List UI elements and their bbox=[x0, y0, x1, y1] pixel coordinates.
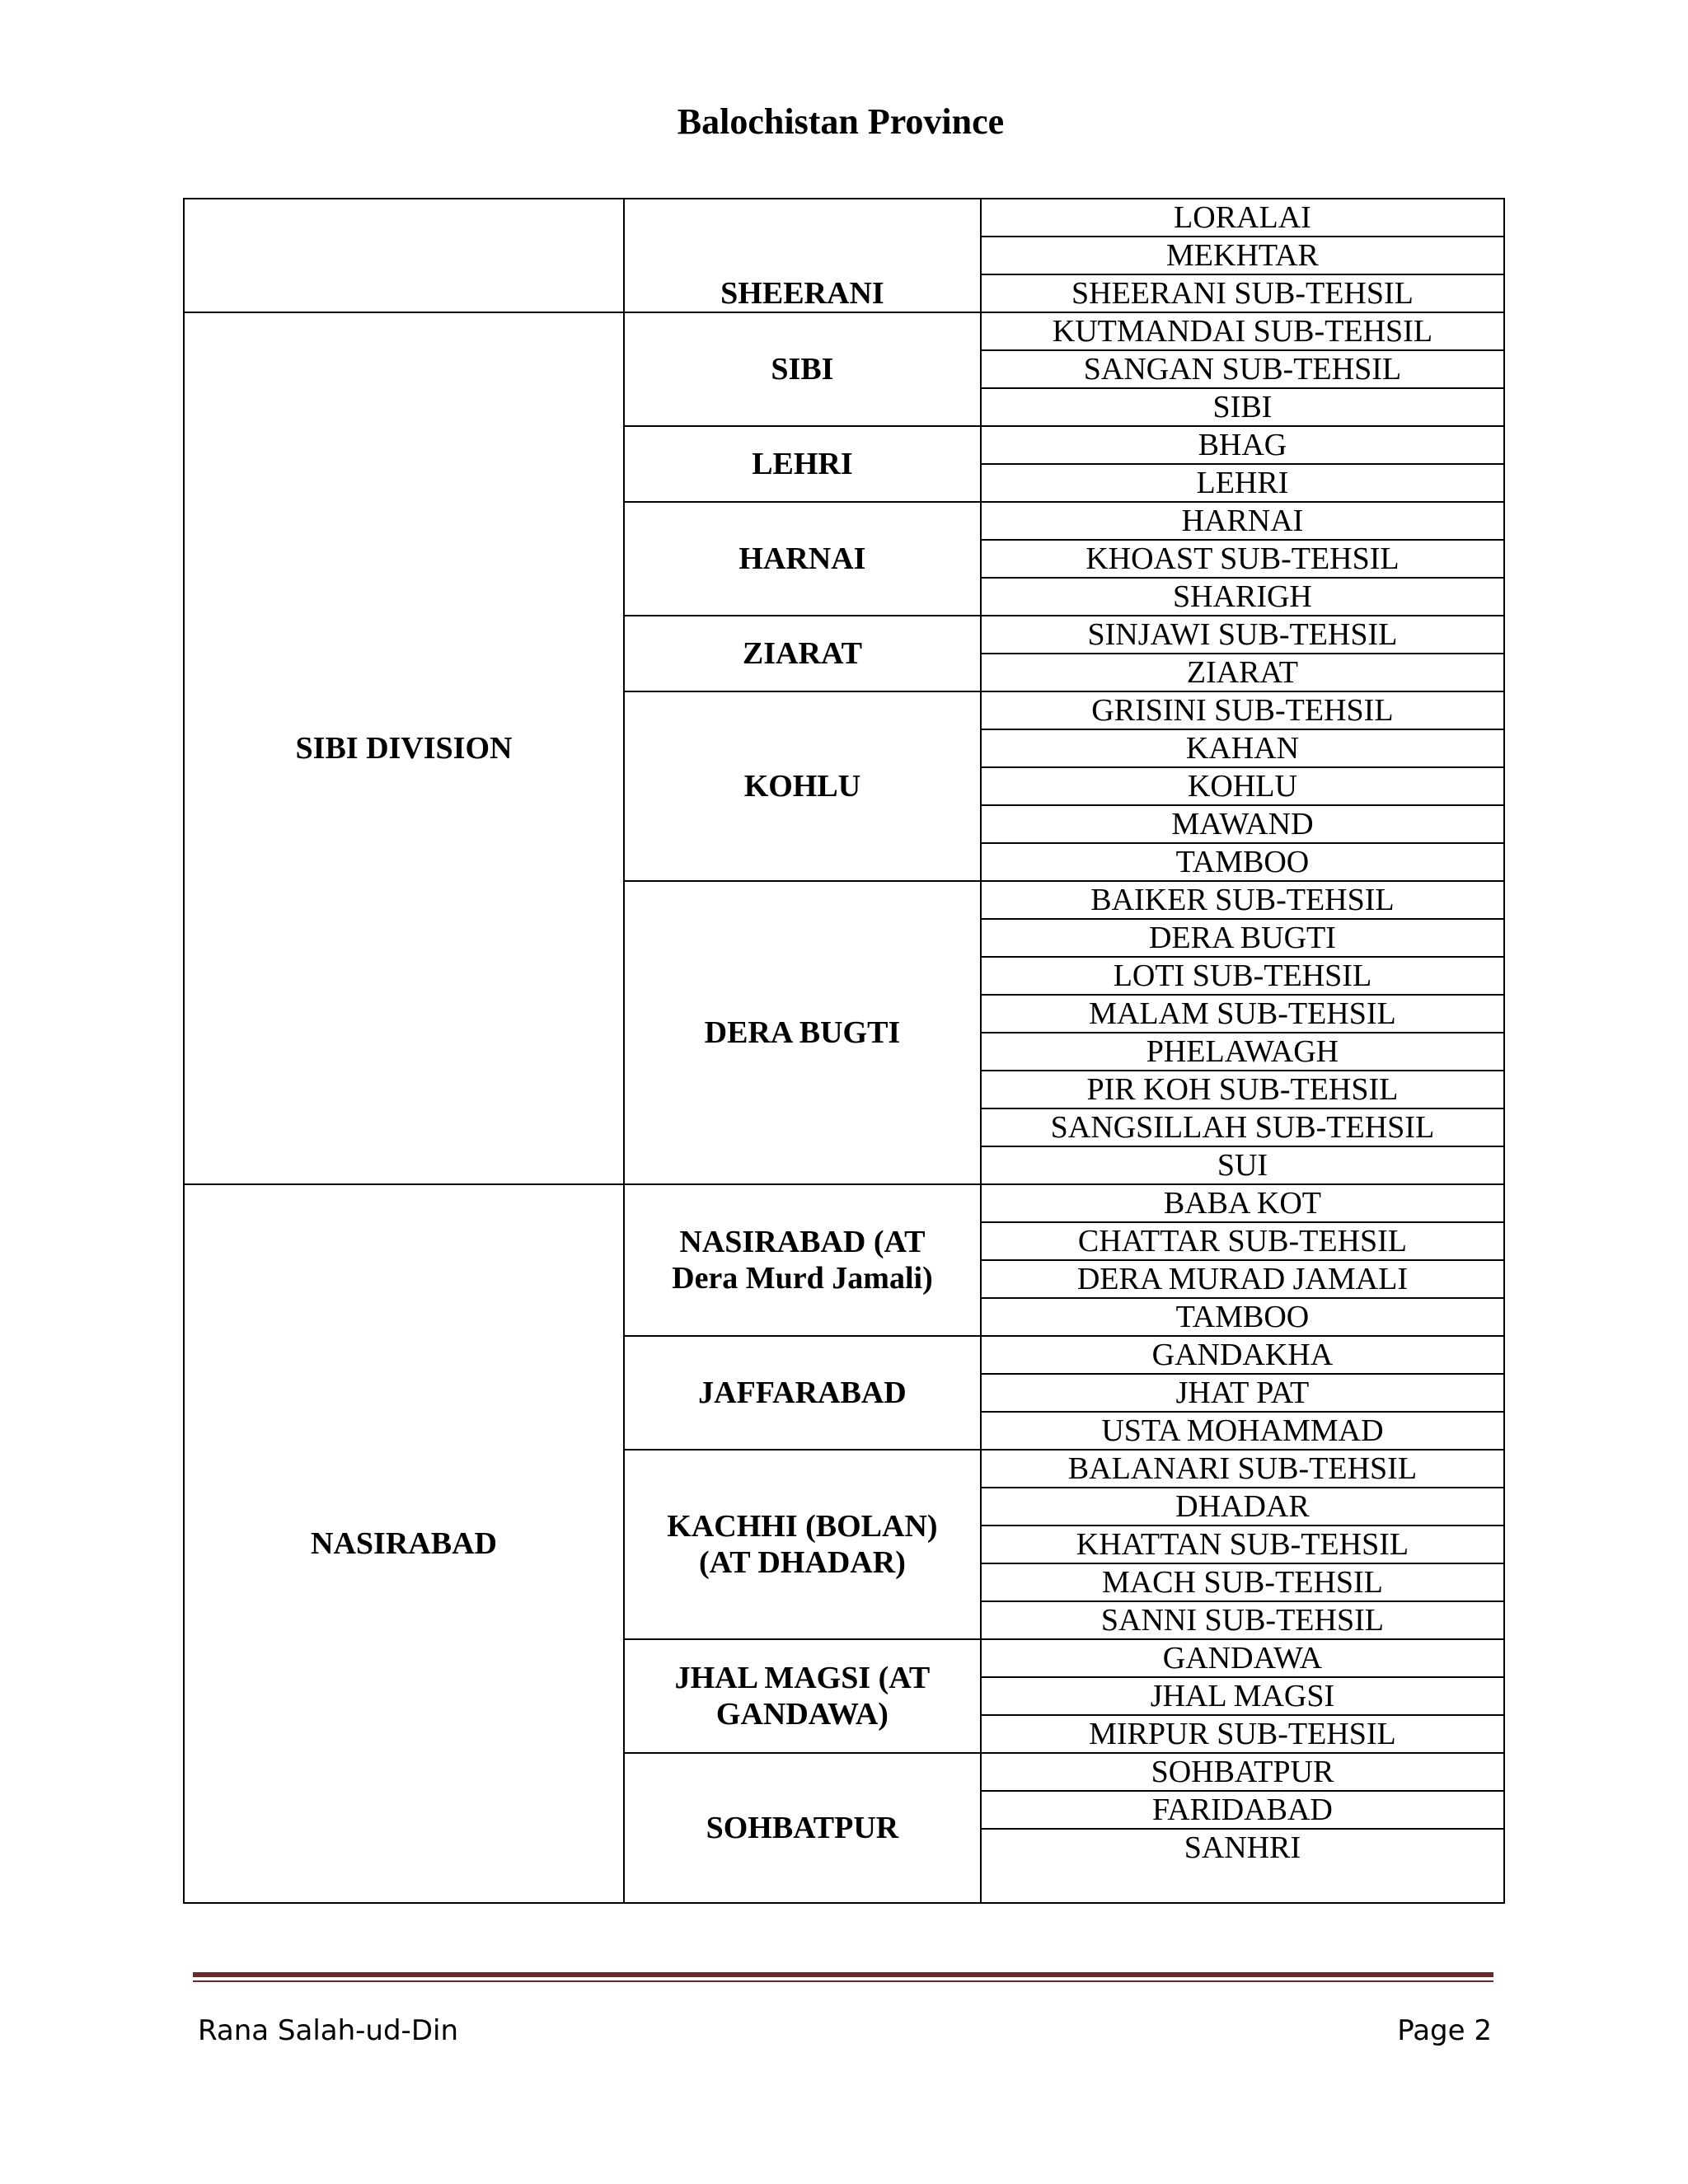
tehsil-cell: JHAL MAGSI bbox=[981, 1677, 1504, 1715]
division-cell: SIBI DIVISION bbox=[184, 312, 624, 1184]
tehsil-cell: KUTMANDAI SUB-TEHSIL bbox=[981, 312, 1504, 350]
tehsil-cell: GANDAKHA bbox=[981, 1336, 1504, 1374]
district-cell: JAFFARABAD bbox=[624, 1336, 981, 1450]
tehsil-cell: TAMBOO bbox=[981, 1298, 1504, 1336]
tehsil-cell: BABA KOT bbox=[981, 1184, 1504, 1222]
district-cell: SOHBATPUR bbox=[624, 1753, 981, 1903]
footer-rule-thick bbox=[193, 1972, 1493, 1977]
district-cell: KACHHI (BOLAN) (AT DHADAR) bbox=[624, 1450, 981, 1639]
tehsil-cell: SANGAN SUB-TEHSIL bbox=[981, 350, 1504, 388]
tehsil-cell: BHAG bbox=[981, 426, 1504, 464]
tehsil-cell: BAIKER SUB-TEHSIL bbox=[981, 881, 1504, 919]
footer-page-number: Page 2 bbox=[1397, 2014, 1492, 2047]
tehsil-cell: PHELAWAGH bbox=[981, 1033, 1504, 1071]
table-row bbox=[184, 312, 1504, 350]
division-cell: NASIRABAD bbox=[184, 1184, 624, 1903]
tehsil-cell: MEKHTAR bbox=[981, 237, 1504, 274]
district-cell: ZIARAT bbox=[624, 616, 981, 691]
tehsil-cell: CHATTAR SUB-TEHSIL bbox=[981, 1222, 1504, 1260]
tehsil-cell: DERA BUGTI bbox=[981, 919, 1504, 957]
district-cell: DERA BUGTI bbox=[624, 881, 981, 1184]
tehsil-cell: LORALAI bbox=[981, 199, 1504, 237]
tehsil-cell: MIRPUR SUB-TEHSIL bbox=[981, 1715, 1504, 1753]
tehsil-cell: BALANARI SUB-TEHSIL bbox=[981, 1450, 1504, 1488]
tehsil-cell: DERA MURAD JAMALI bbox=[981, 1260, 1504, 1298]
tehsil-cell: GANDAWA bbox=[981, 1639, 1504, 1677]
district-cell: LEHRI bbox=[624, 426, 981, 502]
tehsil-cell: SANHRI bbox=[981, 1829, 1504, 1866]
district-cell: SIBI bbox=[624, 312, 981, 426]
tehsil-cell: TAMBOO bbox=[981, 843, 1504, 881]
tehsil-cell: HARNAI bbox=[981, 502, 1504, 540]
district-cell: JHAL MAGSI (AT GANDAWA) bbox=[624, 1639, 981, 1753]
tehsil-cell: JHAT PAT bbox=[981, 1374, 1504, 1412]
tehsil-cell: SIBI bbox=[981, 388, 1504, 426]
district-cell: KOHLU bbox=[624, 691, 981, 881]
tehsil-cell: GRISINI SUB-TEHSIL bbox=[981, 691, 1504, 729]
tehsil-cell: MACH SUB-TEHSIL bbox=[981, 1563, 1504, 1601]
tehsil-cell: KAHAN bbox=[981, 729, 1504, 767]
tehsil-cell: PIR KOH SUB-TEHSIL bbox=[981, 1071, 1504, 1108]
tehsil-cell: SHEERANI SUB-TEHSIL bbox=[981, 274, 1504, 312]
footer-rule-thin bbox=[193, 1980, 1493, 1982]
tehsil-cell: LOTI SUB-TEHSIL bbox=[981, 957, 1504, 995]
district-cell: HARNAI bbox=[624, 502, 981, 616]
tehsil-cell: FARIDABAD bbox=[981, 1791, 1504, 1829]
tehsil-cell: SUI bbox=[981, 1146, 1504, 1184]
tehsil-cell: USTA MOHAMMAD bbox=[981, 1412, 1504, 1450]
tehsil-cell bbox=[981, 1866, 1504, 1903]
tehsil-cell: KOHLU bbox=[981, 767, 1504, 805]
district-cell: NASIRABAD (AT Dera Murd Jamali) bbox=[624, 1184, 981, 1336]
footer-author: Rana Salah-ud-Din bbox=[198, 2014, 458, 2047]
tehsil-cell: LEHRI bbox=[981, 464, 1504, 502]
table-row bbox=[184, 199, 1504, 237]
tehsil-cell: SANGSILLAH SUB-TEHSIL bbox=[981, 1108, 1504, 1146]
tehsil-cell: SHARIGH bbox=[981, 578, 1504, 616]
tehsil-cell: KHOAST SUB-TEHSIL bbox=[981, 540, 1504, 578]
tehsil-cell: KHATTAN SUB-TEHSIL bbox=[981, 1526, 1504, 1563]
district-cell: SHEERANI bbox=[624, 199, 981, 312]
tehsil-cell: SANNI SUB-TEHSIL bbox=[981, 1601, 1504, 1639]
tehsil-cell: SOHBATPUR bbox=[981, 1753, 1504, 1791]
table-row bbox=[184, 1184, 1504, 1222]
tehsil-cell: DHADAR bbox=[981, 1488, 1504, 1526]
tehsil-cell: ZIARAT bbox=[981, 654, 1504, 691]
tehsil-cell: MAWAND bbox=[981, 805, 1504, 843]
tehsil-cell: SINJAWI SUB-TEHSIL bbox=[981, 616, 1504, 654]
administrative-units-table bbox=[183, 198, 1505, 1904]
tehsil-cell: MALAM SUB-TEHSIL bbox=[981, 995, 1504, 1033]
page-title: Balochistan Province bbox=[677, 101, 1005, 142]
division-cell bbox=[184, 199, 624, 312]
